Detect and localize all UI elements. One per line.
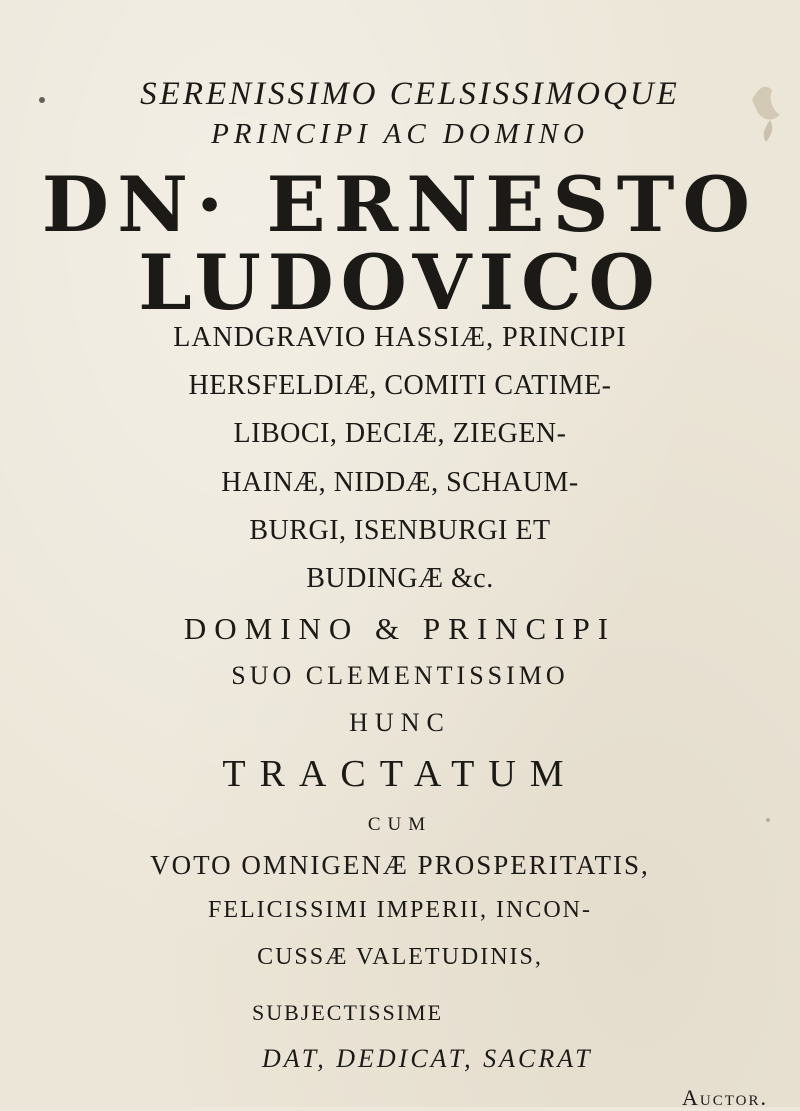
hunc-line: HUNC: [349, 708, 451, 737]
auctor-signature: Auctor.: [682, 1085, 768, 1110]
dedicatee-second-name: LUDOVICO: [138, 238, 662, 327]
title-line-4: HAINÆ, NIDDÆ, SCHAUM-: [221, 467, 579, 498]
dedication-salutation-line-2: PRINCIPI AC DOMINO: [211, 118, 589, 150]
title-line-2: HERSFELDIÆ, COMITI CATIME-: [188, 370, 612, 401]
title-line-5: BURGI, ISENBURGI ET: [249, 515, 551, 546]
tractatum-line: TRACTATUM: [222, 753, 578, 795]
valetudinis-line: CUSSÆ VALETUDINIS,: [257, 944, 543, 970]
cum-line: CUM: [367, 814, 433, 835]
voto-line: VOTO OMNIGENÆ PROSPERITATIS,: [150, 850, 650, 880]
subjectissime-line: SUBJECTISSIME: [252, 1000, 444, 1025]
title-line-6: BUDINGÆ &c.: [306, 563, 494, 594]
felicissimi-line: FELICISSIMI IMPERII, INCON-: [208, 897, 592, 923]
clementissimo-line: SUO CLEMENTISSIMO: [231, 661, 569, 690]
title-line-1: LANDGRAVIO HASSIÆ, PRINCIPI: [173, 322, 627, 353]
domino-principi-line: DOMINO & PRINCIPI: [183, 611, 617, 646]
dedication-salutation-line-1: SERENISSIMO CELSISSIMOQUE: [140, 76, 680, 112]
title-line-3: LIBOCI, DECIÆ, ZIEGEN-: [233, 418, 567, 449]
dat-dedicat-sacrat-line: DAT, DEDICAT, SACRAT: [262, 1044, 593, 1073]
dedicatee-first-name: DN· ERNESTO: [41, 160, 759, 249]
